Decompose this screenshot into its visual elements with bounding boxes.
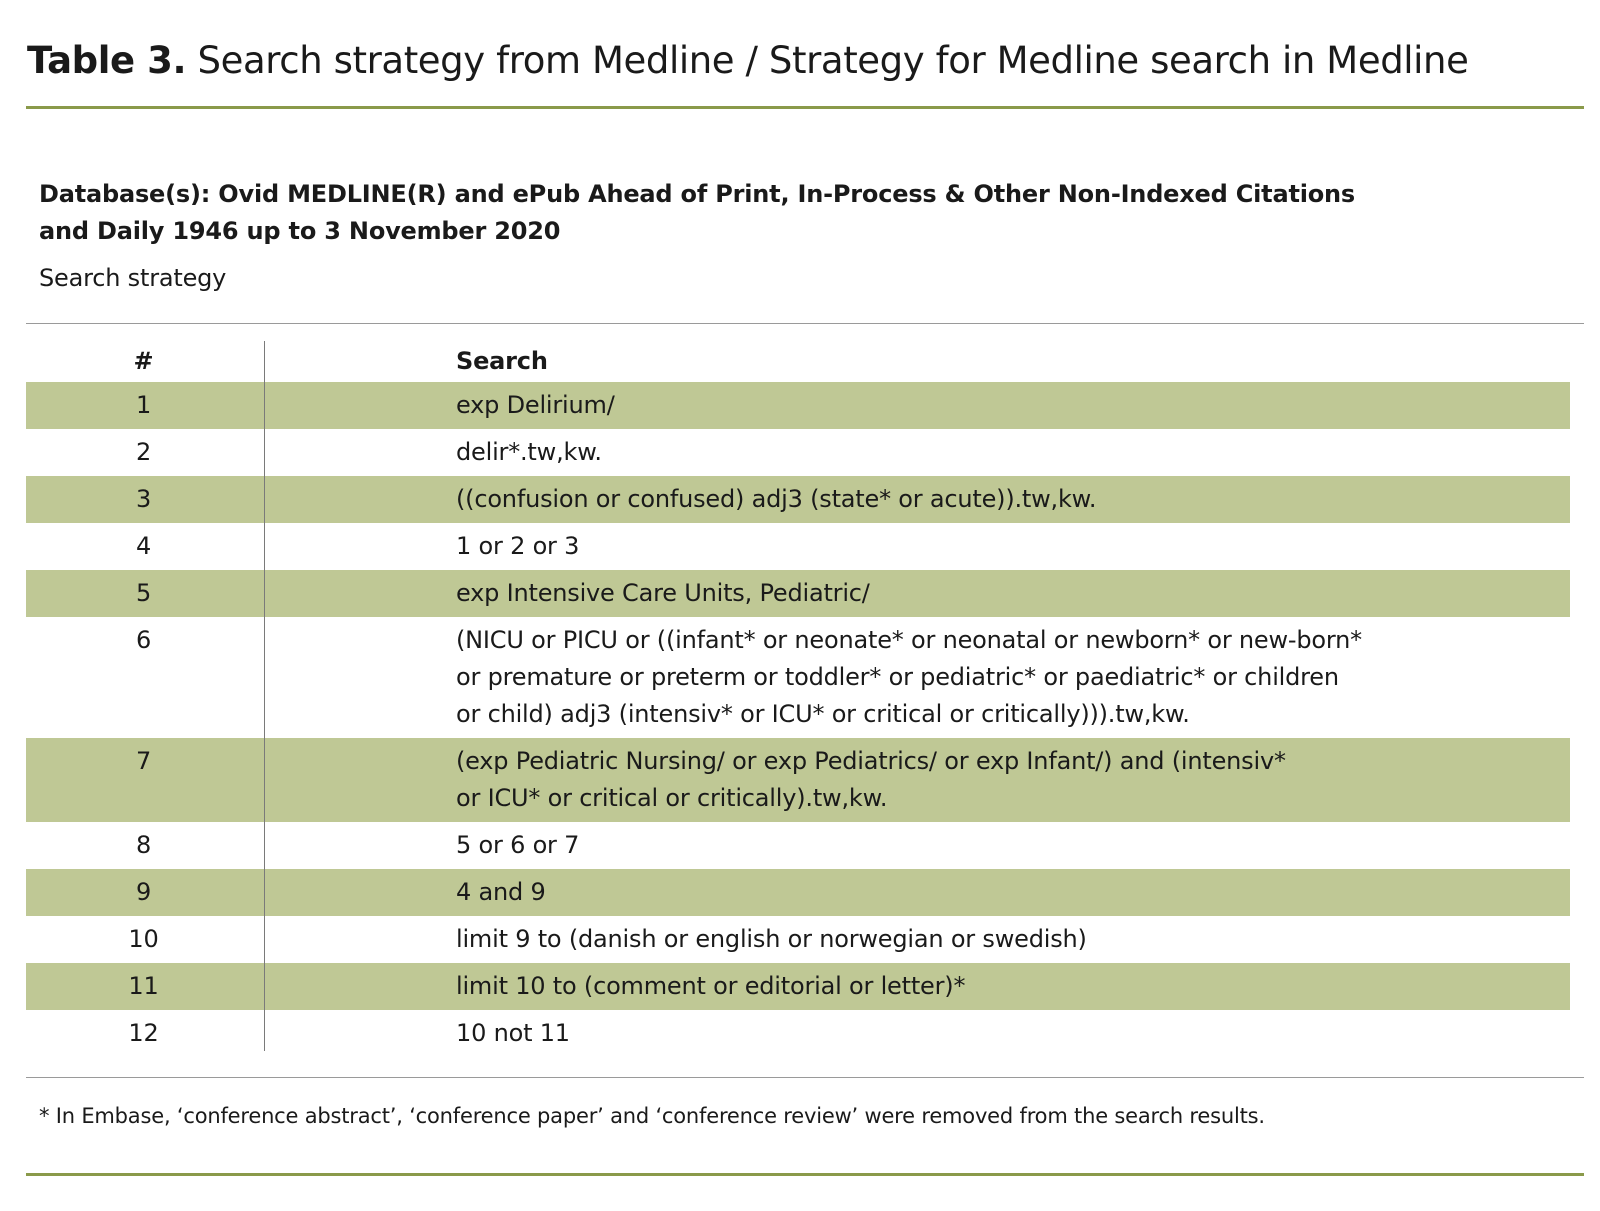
table-footnote: * In Embase, ‘conference abstract’, ‘conference paper’ and ‘conference review’ were removed from the search results. [39,1104,1265,1128]
row-search: 5 or 6 or 7 [456,831,580,859]
table-header-row [26,341,1570,382]
row-search: limit 9 to (danish or english or norwegian or swedish) [456,925,1087,953]
row-number: 9 [135,878,152,906]
table-row [26,523,1570,570]
database-description: Database(s): Ovid MEDLINE(R) and ePub Ahead of Print, In-Process & Other Non-Indexed Citations and Daily 1946 up to 3 November 2020 [39,180,1356,245]
row-search: ((confusion or confused) adj3 (state* or acute)).tw,kw. [456,485,1097,513]
table-row [26,617,1570,738]
bottom-divider [26,1173,1584,1176]
row-search: (NICU or PICU or ((infant* or neonate* or neonatal or newborn* or new-born* or premature or preterm or toddler* or pediatric* or paediatric* or children or child) adj3 (intensiv* or ICU* or critical or critically))).tw,kw. [456,626,1362,728]
column-header-search: Search [456,347,548,375]
row-number: 6 [135,626,152,654]
table-row [26,916,1570,963]
column-divider [264,341,265,1051]
row-number: 4 [135,532,152,560]
column-header-number: # [133,347,154,375]
search-strategy-table [26,341,1570,1057]
row-search: delir*.tw,kw. [456,438,602,466]
table-row [26,1010,1570,1057]
row-number: 7 [135,747,152,775]
table-row [26,476,1570,523]
row-search: 1 or 2 or 3 [456,532,580,560]
row-search: exp Intensive Care Units, Pediatric/ [456,579,870,607]
row-number: 1 [135,391,152,419]
row-number: 10 [128,925,159,953]
table-row [26,963,1570,1010]
row-number: 8 [135,831,152,859]
table-row [26,429,1570,476]
table-top-divider [26,323,1584,324]
table-title [27,36,1587,86]
table-number-label: Table 3. [27,39,187,82]
row-number: 2 [135,438,152,466]
row-search: 4 and 9 [456,878,546,906]
table-bottom-divider [26,1077,1584,1078]
table-row [26,382,1570,429]
top-divider [26,106,1584,109]
row-search: (exp Pediatric Nursing/ or exp Pediatrics/ or exp Infant/) and (intensiv* or ICU* or critical or critically).tw,kw. [456,747,1286,812]
row-search: limit 10 to (comment or editorial or letter)* [456,972,966,1000]
row-number: 5 [135,579,152,607]
search-strategy-label: Search strategy [39,264,227,292]
row-number: 11 [128,972,159,1000]
row-search: exp Delirium/ [456,391,615,419]
row-number: 12 [128,1019,159,1047]
row-number: 3 [135,485,152,513]
table-title-text: Search strategy from Medline / Strategy for Medline search in Medline [186,39,1469,82]
row-search: 10 not 11 [456,1019,570,1047]
table-row [26,869,1570,916]
table-row [26,570,1570,617]
table-row [26,738,1570,822]
table-row [26,822,1570,869]
